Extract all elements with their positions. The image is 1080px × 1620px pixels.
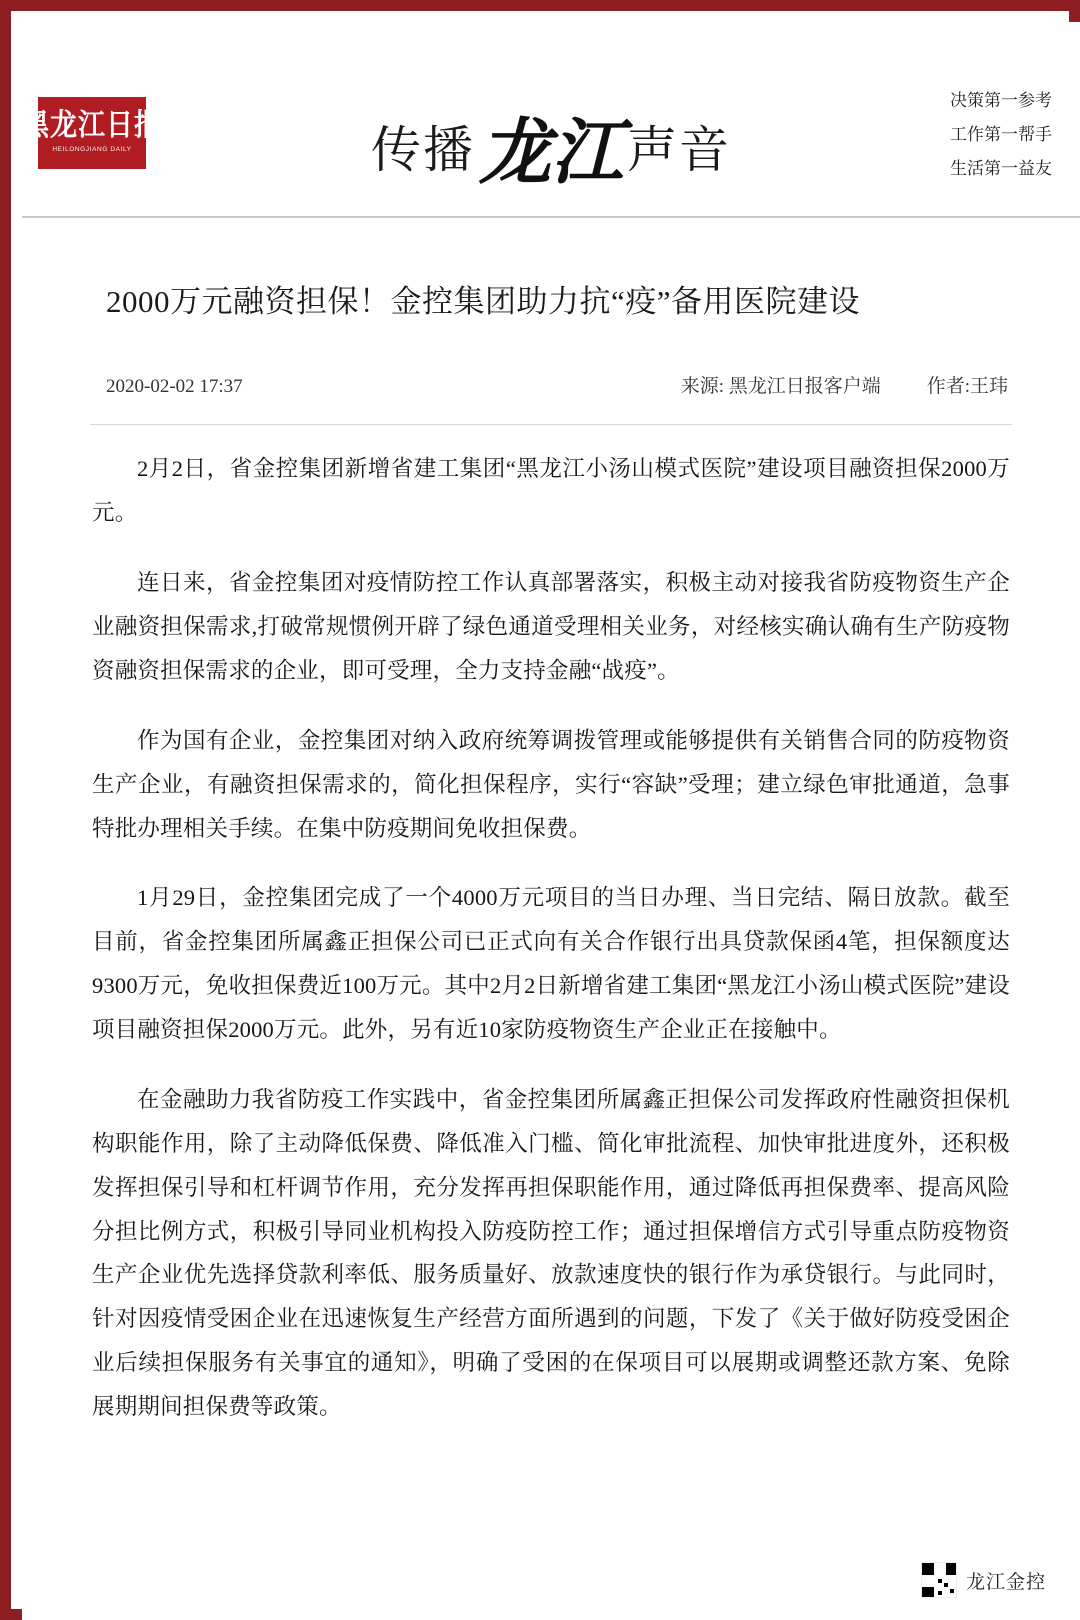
- meta-divider: [90, 424, 1012, 425]
- article-body: [84, 447, 1018, 1429]
- page-content: [22, 22, 1080, 1620]
- article-paragraph: 在金融助力我省防疫工作实践中，省金控集团所属鑫正担保公司发挥政府性融资担保机构职能作用，除了主动降低保费、降低准入门槛、简化审批流程、加快审批进度外，还积极发挥担保引导和杠杆调节作用，充分发挥再担保职能作用，通过降低再担保费率、提高风险分担比例方式，积极引导同业机构投入防疫防控工作；通过担保增信方式引导重点防疫物资生产企业优先选择贷款利率低、服务质量好、放款速度快的银行作为承贷银行。与此同时，针对因疫情受困企业在迅速恢复生产经营方面所遇到的问题，下发了《关于做好防疫受困企业后续担保服务有关事宜的通知》，明确了受困的在保项目可以展期或调整还款方案、免除展期期间担保费等政策。: [92, 1086, 1010, 1420]
- tagline-3: 生活第一益友: [950, 159, 1052, 178]
- article-paragraph: 连日来，省金控集团对疫情防控工作认真部署落实，积极主动对接我省防疫物资生产企业融资担保需求,打破常规惯例开辟了绿色通道受理相关业务，对经核实确认确有生产防疫物资融资担保需求的企业，即可受理，全力支持金融“战疫”。: [92, 570, 1010, 683]
- slogan-suffix: 声音: [627, 122, 731, 178]
- masthead-taglines: [950, 84, 1052, 186]
- article-paragraph: 2月2日，省金控集团新增省建工集团“黑龙江小汤山模式医院”建设项目融资担保2000万元。: [92, 456, 1010, 526]
- official-account-badge[interactable]: [921, 1562, 1046, 1598]
- article-paragraph: 1月29日，金控集团完成了一个4000万元项目的当日办理、当日完结、隔日放款。截至目前，省金控集团所属鑫正担保公司已正式向有关合作银行出具贷款保函4笔，担保额度达9300万元，免收担保费近100万元。其中2月2日新增省建工集团“黑龙江小汤山模式医院”建设项目融资担保2000万元。此外，另有近10家防疫物资生产企业正在接触中。: [92, 885, 1010, 1043]
- article-source: 来源: 黑龙江日报客户端: [680, 376, 881, 398]
- article: [22, 280, 1080, 1429]
- tagline-2: 工作第一帮手: [950, 125, 1052, 144]
- page-title: 2000万元融资担保！金控集团助力抗“疫”备用医院建设: [106, 284, 861, 319]
- article-meta: [84, 371, 1018, 398]
- logo-chinese-name: 黑龙江日报: [22, 108, 162, 142]
- qr-code-icon[interactable]: [921, 1562, 957, 1598]
- slogan-brush-text: 龙江: [478, 113, 623, 193]
- article-paragraph: 作为国有企业，金控集团对纳入政府统筹调拨管理或能够提供有关销售合同的防疫物资生产企业，有融资担保需求的，简化担保程序，实行“容缺”受理；建立绿色审批通道，急事特批办理相关手续。在集中防疫期间免收担保费。: [92, 727, 1010, 841]
- slogan-prefix: 传播: [370, 122, 475, 178]
- logo-english-name: HEILONGJIANG DAILY: [52, 146, 132, 154]
- masthead: [22, 22, 1080, 218]
- official-account-name: 龙江金控: [965, 1571, 1046, 1593]
- article-author: 作者:王玮: [926, 376, 1008, 398]
- article-datetime: 2020-02-02 17:37: [106, 376, 243, 398]
- tagline-1: 决策第一参考: [950, 91, 1052, 110]
- masthead-slogan: [22, 94, 1080, 198]
